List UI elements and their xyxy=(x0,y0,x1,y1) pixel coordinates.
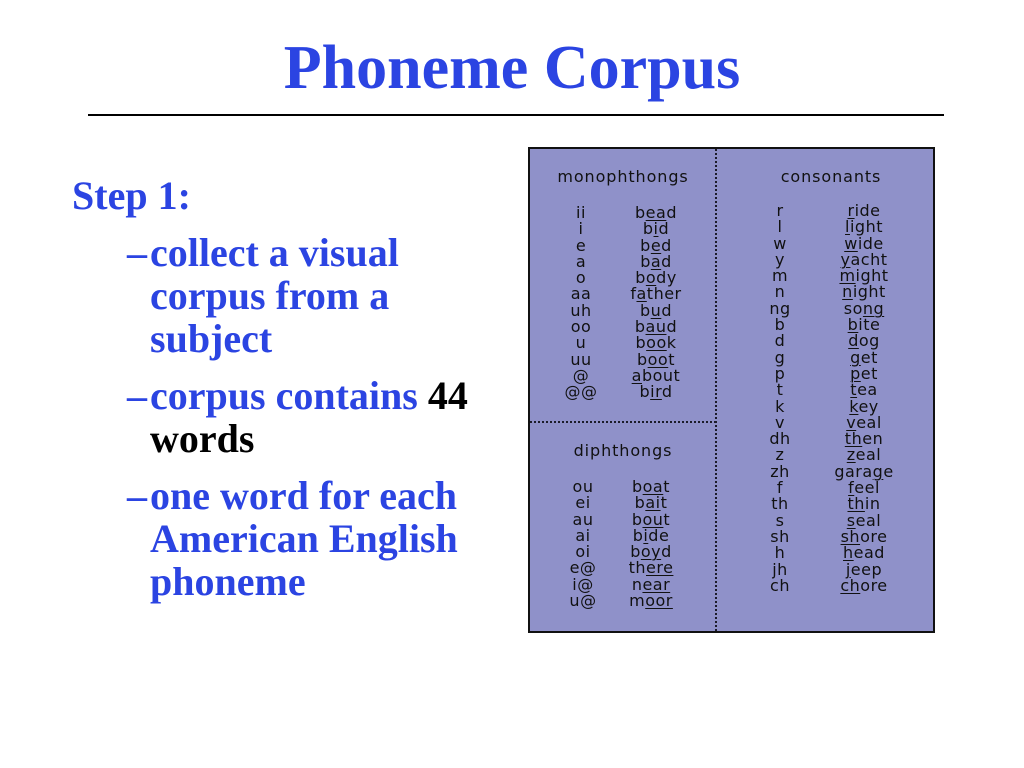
example-word-part: ore xyxy=(860,526,888,546)
example-word-part: b xyxy=(642,219,654,239)
example-word-part: d xyxy=(661,542,672,562)
phoneme-symbol: i xyxy=(578,219,584,239)
underlined-phoneme-letters: y xyxy=(840,249,851,269)
phoneme-symbol: au xyxy=(572,509,594,529)
phoneme-symbol: ch xyxy=(770,575,790,595)
bullet-dash: – xyxy=(127,230,147,275)
example-word-part: d xyxy=(661,382,673,402)
underlined-phoneme-letters: oor xyxy=(645,591,673,611)
underlined-phoneme-letters: th xyxy=(844,429,863,449)
phoneme-table xyxy=(528,147,935,633)
example-word xyxy=(606,593,696,609)
example-word-part: ead xyxy=(853,543,885,563)
example-word-part: ight xyxy=(849,217,883,237)
phoneme-symbol: k xyxy=(775,396,785,416)
underlined-phoneme-letters: a xyxy=(631,365,642,385)
example-word-part: b xyxy=(640,235,651,255)
phoneme-symbol: sh xyxy=(770,526,790,546)
example-word-part: b xyxy=(630,542,641,562)
example-word-part: t xyxy=(668,349,675,369)
underlined-phoneme-letters: r xyxy=(847,201,855,220)
phoneme-symbol: l xyxy=(777,217,783,237)
example-word-part: d xyxy=(661,251,672,271)
title-divider xyxy=(88,114,944,116)
example-word-part: ther xyxy=(646,284,682,304)
example-word-part: ore xyxy=(860,575,888,595)
phoneme-row xyxy=(530,593,716,609)
underlined-phoneme-letters: au xyxy=(645,317,667,337)
underlined-phoneme-letters: th xyxy=(847,494,865,514)
bullet-text: collect a visual corpus from a subject xyxy=(150,230,399,361)
underlined-phoneme-letters: d xyxy=(848,331,859,351)
phoneme-symbol: s xyxy=(775,510,785,530)
underlined-phoneme-letters: g xyxy=(850,347,861,367)
underlined-phoneme-letters: k xyxy=(849,396,859,416)
example-word-part: b xyxy=(640,300,651,320)
underlined-phoneme-letters: o xyxy=(645,268,657,288)
phoneme-symbol: b xyxy=(774,315,786,335)
phoneme-symbol: ng xyxy=(769,298,791,318)
example-word-part: b xyxy=(635,203,646,222)
underlined-phoneme-letters: ch xyxy=(840,575,861,595)
example-word-part: og xyxy=(858,331,880,351)
example-word-part: gara xyxy=(834,461,873,481)
example-word-part: et xyxy=(860,347,878,367)
underlined-phoneme-letters: i xyxy=(653,219,659,239)
phoneme-symbol: d xyxy=(774,331,786,351)
phoneme-symbol: r xyxy=(776,201,784,220)
example-word-part: eal xyxy=(855,510,882,530)
underlined-phoneme-letters: j xyxy=(845,559,851,579)
example-word-part: n xyxy=(631,574,643,594)
example-word-part: ight xyxy=(852,282,886,302)
phoneme-row xyxy=(530,574,933,595)
example-word-part: d xyxy=(666,317,678,337)
underlined-phoneme-letters: ai xyxy=(645,493,661,513)
phoneme-symbol: o xyxy=(575,268,587,288)
example-word-part: d xyxy=(666,203,677,222)
example-word-part: b xyxy=(639,382,651,402)
underlined-phoneme-letters: b xyxy=(847,315,859,335)
example-word-part: dy xyxy=(656,268,677,288)
example-word-part: ide xyxy=(857,233,884,253)
example-word-part: t xyxy=(663,477,671,496)
example-word-part: b xyxy=(634,317,646,337)
bullet-text xyxy=(150,374,480,460)
underlined-phoneme-letters: oa xyxy=(642,477,664,496)
example-word-part: eel xyxy=(854,478,880,498)
bullet-text: one word for each American English phoneme xyxy=(150,473,458,604)
example-word-part: de xyxy=(648,525,670,545)
example-word-part: t xyxy=(663,509,671,529)
underlined-phoneme-letters: sh xyxy=(840,526,861,546)
phoneme-symbol: @@ xyxy=(564,382,598,402)
phoneme-symbol: oo xyxy=(570,317,592,337)
underlined-phoneme-letters: h xyxy=(843,543,854,563)
phoneme-symbol: aa xyxy=(570,284,592,304)
underlined-phoneme-letters: i xyxy=(643,525,649,545)
example-word-part: so xyxy=(843,298,863,318)
example-word-part: d xyxy=(661,300,672,320)
example-word-part: f xyxy=(630,284,637,304)
example-word-part: b xyxy=(634,493,646,513)
phoneme-symbol: jh xyxy=(772,559,788,579)
step-heading: Step 1: xyxy=(72,173,191,218)
phoneme-symbol: th xyxy=(771,494,789,514)
slide-body xyxy=(72,174,492,603)
phoneme-symbol: ii xyxy=(576,203,586,222)
phoneme-symbol: p xyxy=(774,363,786,383)
bullet-dash: – xyxy=(127,473,147,518)
phoneme-symbol: f xyxy=(776,478,784,498)
underlined-phoneme-letters: n xyxy=(842,282,853,302)
phoneme-symbol: e@ xyxy=(569,558,597,578)
example-word-part: acht xyxy=(850,249,888,269)
underlined-phoneme-letters: ng xyxy=(862,298,885,318)
phoneme-symbol: ou xyxy=(572,477,594,496)
phoneme-symbol: a xyxy=(575,251,587,271)
example-word-part: en xyxy=(862,429,884,449)
phoneme-symbol: e xyxy=(575,235,587,255)
underlined-phoneme-letters: p xyxy=(850,363,861,383)
underlined-phoneme-letters: v xyxy=(846,412,857,432)
underlined-phoneme-letters: z xyxy=(846,445,856,465)
phoneme-symbol: ai xyxy=(575,525,591,545)
underlined-phoneme-letters: e xyxy=(650,235,662,255)
example-word-part: e xyxy=(883,461,894,481)
diphthongs-heading: diphthongs xyxy=(573,441,673,460)
phoneme-symbol: n xyxy=(774,282,786,302)
bullet-dash: – xyxy=(127,373,147,418)
example-word-part: b xyxy=(631,509,643,529)
phoneme-symbol: z xyxy=(775,445,785,465)
underlined-phoneme-letters: oo xyxy=(647,349,669,369)
underlined-phoneme-letters: ou xyxy=(642,509,664,529)
phoneme-symbol: u xyxy=(575,333,587,353)
example-word-part: ight xyxy=(855,266,889,286)
underlined-phoneme-letters: m xyxy=(839,266,856,286)
underlined-phoneme-letters: f xyxy=(848,478,855,498)
bullet-item xyxy=(72,474,492,603)
example-word-part: eal xyxy=(855,445,882,465)
example-word-part: ey xyxy=(858,396,879,416)
bullet-item xyxy=(72,231,492,360)
phoneme-symbol: oi xyxy=(575,542,591,562)
phoneme-symbol: i@ xyxy=(572,574,594,594)
example-word-part: t xyxy=(660,493,668,513)
phoneme-symbol: v xyxy=(775,412,785,432)
underlined-phoneme-letters: ea xyxy=(645,203,667,222)
phoneme-symbol: g xyxy=(774,347,786,367)
step-bullet-list xyxy=(72,231,492,603)
underlined-phoneme-letters: l xyxy=(845,217,850,237)
phoneme-symbol: zh xyxy=(770,461,790,481)
example-word-part: eal xyxy=(856,412,882,432)
example-word-part: ea xyxy=(857,380,878,400)
example-word-part: b xyxy=(635,268,646,288)
underlined-phoneme-letters: a xyxy=(636,284,647,304)
bullet-item xyxy=(72,374,492,460)
consonants-list xyxy=(530,203,933,594)
phoneme-symbol: dh xyxy=(769,429,791,449)
phoneme-symbol: uh xyxy=(570,300,592,320)
example-word-part: ide xyxy=(854,201,881,220)
phoneme-symbol: m xyxy=(771,266,789,286)
example-word-part: bout xyxy=(641,365,681,385)
underlined-phoneme-letters: w xyxy=(844,233,858,253)
monophthongs-heading: monophthongs xyxy=(557,167,689,186)
example-word-part: b xyxy=(640,251,651,271)
consonants-heading: consonants xyxy=(780,167,882,186)
bullet-text-emphasis: 44 words xyxy=(150,373,468,461)
example-word-part: eep xyxy=(850,559,883,579)
slide-title: Phoneme Corpus xyxy=(283,34,741,102)
example-word-part: et xyxy=(860,363,878,383)
underlined-phoneme-letters: s xyxy=(846,510,856,530)
phoneme-symbol: h xyxy=(774,543,786,563)
phoneme-symbol: ei xyxy=(575,493,591,513)
bullet-text-main: corpus contains xyxy=(150,373,418,418)
underlined-phoneme-letters: t xyxy=(850,380,858,400)
example-word-part: in xyxy=(864,494,881,514)
phoneme-symbol: @ xyxy=(572,365,590,385)
example-word-part: m xyxy=(629,591,646,611)
underlined-phoneme-letters: oy xyxy=(640,542,662,562)
underlined-phoneme-letters: a xyxy=(650,251,662,271)
example-word-part: th xyxy=(628,558,646,578)
underlined-phoneme-letters: ir xyxy=(650,382,662,402)
phoneme-symbol: uu xyxy=(570,349,592,369)
example-word-part: k xyxy=(666,333,677,353)
example-word-part: d xyxy=(661,235,672,255)
example-word xyxy=(819,575,909,595)
phoneme-symbol: u@ xyxy=(569,591,597,611)
underlined-phoneme-letters: ear xyxy=(642,574,671,594)
example-word-part: ite xyxy=(858,315,881,335)
underlined-phoneme-letters: oo xyxy=(646,333,667,353)
phoneme-symbol: y xyxy=(775,249,785,269)
example-word-part: b xyxy=(635,333,647,353)
underlined-phoneme-letters: u xyxy=(650,300,662,320)
example-word-part: b xyxy=(632,525,644,545)
underlined-phoneme-letters: ere xyxy=(646,558,674,578)
example-word-part: b xyxy=(636,349,648,369)
phoneme-symbol: t xyxy=(776,380,784,400)
underlined-phoneme-letters: g xyxy=(872,461,884,481)
phoneme-symbol: w xyxy=(773,233,787,253)
example-word-part: b xyxy=(631,477,643,496)
example-word-part: d xyxy=(658,219,670,239)
